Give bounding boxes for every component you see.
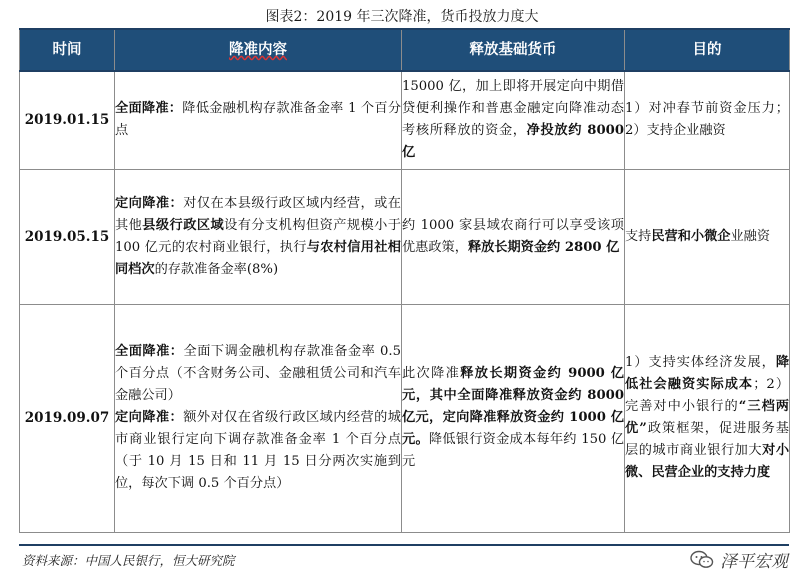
text-run: 政策框架，促进服务基层的城市商业银行加大 [625, 421, 789, 458]
header-content-label: 降准内容 [229, 41, 287, 58]
wechat-icon [690, 550, 714, 570]
bold-text-run: 净投放约 8000 亿 [402, 123, 625, 161]
text-run: 支持 [625, 228, 652, 244]
bold-text-run: 释放长期资金约 2800 亿 [467, 239, 620, 255]
source-note: 资料来源：中国人民银行，恒大研究院 [22, 553, 235, 568]
text-run: 设有分支机构但资产规模小于 100 亿元的农村商业银行，执行 [115, 217, 401, 255]
text-run: ；2）完善对中小银行的 [625, 377, 790, 414]
text-run: 约 1000 家县域农商行可以享受该项优惠政策， [402, 217, 624, 255]
row-date: 2019.05.15 [20, 169, 115, 304]
table-row [20, 169, 790, 304]
row-goal [625, 169, 790, 304]
text-run: 对仅在本县级行政区域内经营，或在其他 [115, 195, 401, 233]
row-base-money [402, 71, 625, 169]
text-run: 1）对冲春节前资金压力；2）支持企业融资 [625, 101, 789, 139]
row-date: 2019.09.07 [20, 304, 115, 532]
table-row [20, 304, 790, 532]
header-date: 时间 [20, 29, 115, 71]
text-run: 降低银行资金成本每年约 150 亿元 [402, 432, 624, 469]
bold-text-run: 释放长期资金约 9000 亿元，其中全面降准释放资金约 8000 亿元，定向降准释放资金约 1000 亿元。 [402, 366, 624, 447]
header-goal: 目的 [625, 29, 790, 71]
row-goal [625, 71, 790, 169]
text-run: 15000 亿，加上即将开展定向中期借贷便利操作和普惠金融定向降准动态考核所释放的资金， [402, 79, 624, 139]
figure-title: 图表2：2019 年三次降准，货币投放力度大 [265, 9, 539, 25]
text-run: 额外对仅在省级行政区域内经营的城市商业银行定向下调存款准备金率 1 个百分点（于 10 月 15 日和 11 月 15 日分两次实施到位，每次下调 0.5 个百分点） [115, 410, 401, 491]
text-run: 降低金融机构存款准备金率 1 个百分点 [115, 101, 402, 139]
row-date: 2019.01.15 [20, 71, 115, 169]
text-run: 业融资 [730, 228, 771, 244]
bold-text-run: 降低社会融资实际成本 [625, 355, 789, 392]
text-run: 全面下调金融机构存款准备金率 0.5 个百分点（不含财务公司、金融租赁公司和汽车金融公司） [115, 344, 402, 403]
table-row [20, 71, 790, 169]
bold-text-run: 全面降准： [115, 344, 184, 359]
bold-text-run: 对小微、民营企业的支持力度 [625, 443, 790, 480]
row-base-money [402, 304, 625, 532]
bold-text-run: 定向降准： [115, 410, 184, 425]
bold-text-run: “三档两优” [625, 399, 789, 436]
bold-text-run: 与农村信用社相同档次 [115, 239, 401, 277]
row-goal [625, 304, 790, 532]
bold-text-run: 定向降准： [115, 195, 184, 211]
text-run: 的存款准备金率(8%) [154, 261, 279, 277]
row-content [115, 71, 402, 169]
text-run: 1）支持实体经济发展， [625, 355, 776, 370]
watermark [690, 547, 788, 572]
row-content [115, 169, 402, 304]
header-content [115, 29, 402, 71]
bold-text-run: 全面降准： [115, 101, 183, 117]
watermark-text: 泽平宏观 [720, 552, 788, 572]
row-content [115, 304, 402, 532]
header-base-money: 释放基础货币 [402, 29, 625, 71]
bold-text-run: 民营和小微企 [651, 228, 731, 244]
text-run: 此次降准 [402, 366, 461, 381]
policy-table [19, 28, 790, 533]
row-base-money [402, 169, 625, 304]
header-row [20, 29, 790, 71]
bottom-rule [19, 544, 789, 546]
bold-text-run: 县级行政区域 [142, 217, 225, 233]
